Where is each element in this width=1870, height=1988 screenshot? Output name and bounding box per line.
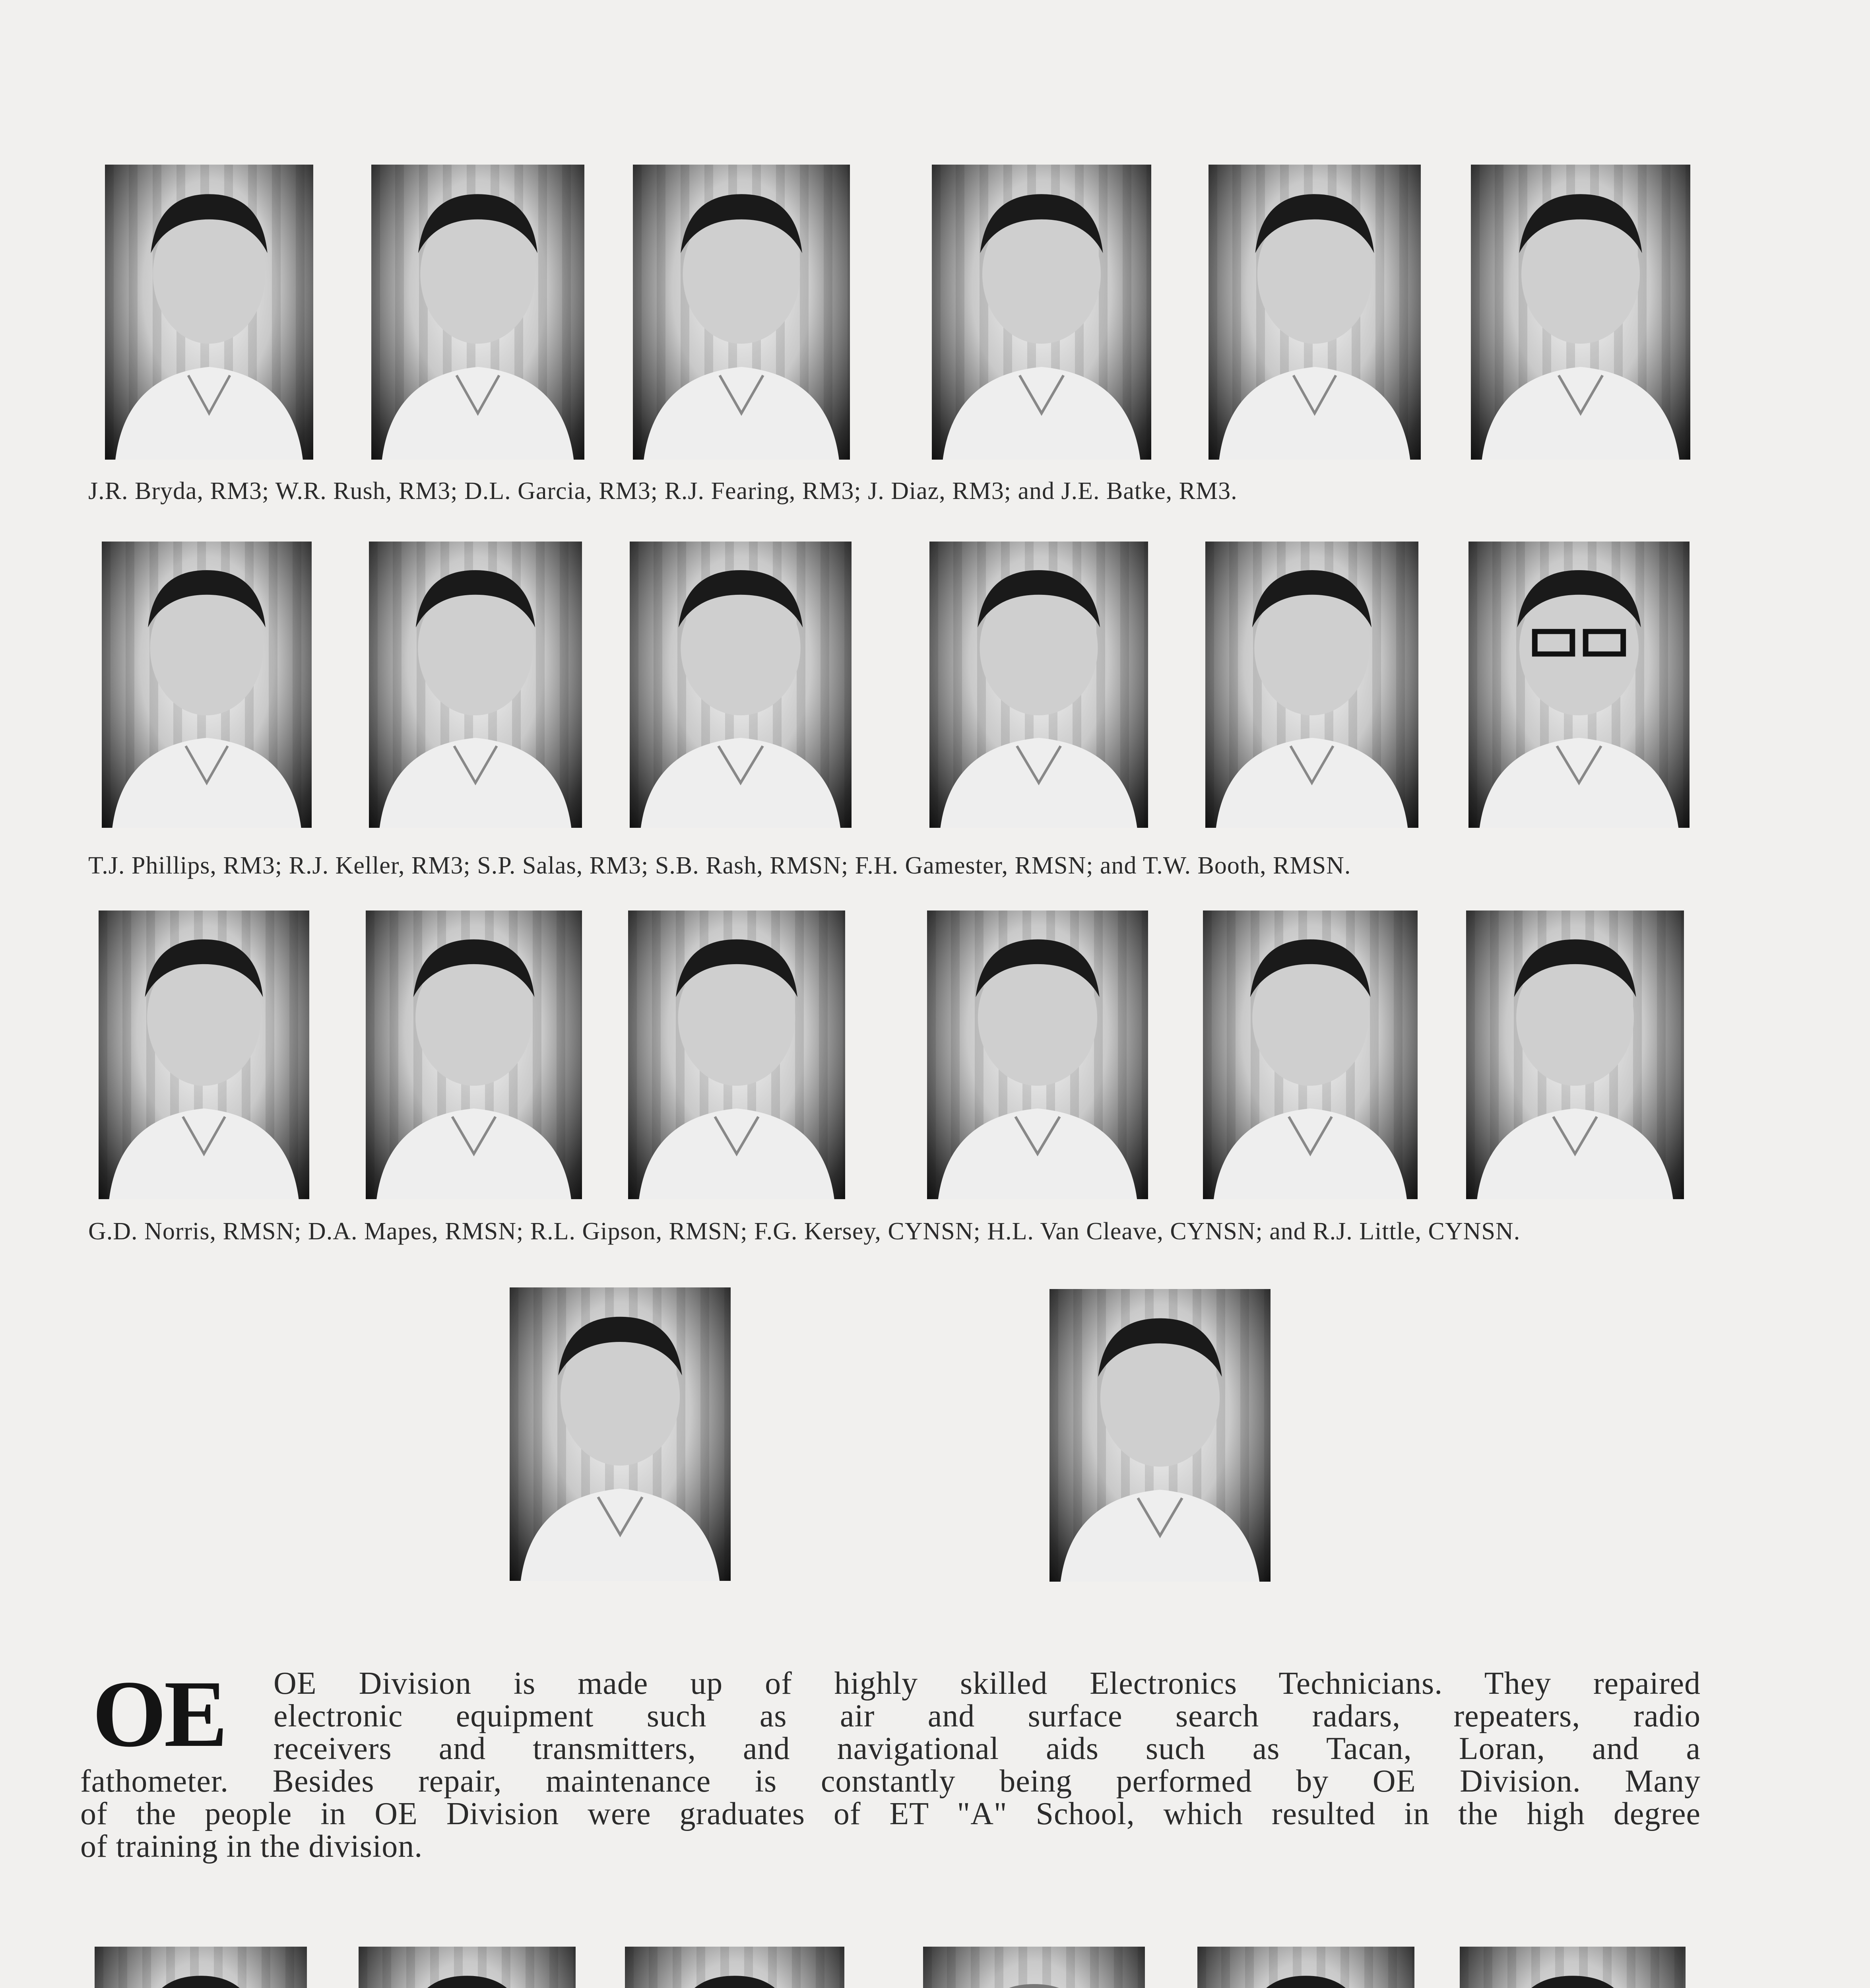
portrait-photo [923, 1947, 1145, 1988]
portrait-photo [369, 542, 582, 828]
portrait-photo [932, 165, 1151, 460]
portrait-photo [1197, 1947, 1414, 1988]
row2-caption: T.J. Phillips, RM3; R.J. Keller, RM3; S.P. Salas, RM3; S.B. Rash, RMSN; F.H. Gamester, RMSN; and T.W. Booth, RMSN. [88, 852, 1351, 879]
portrait-photo [371, 165, 584, 460]
portrait-photo [1460, 1947, 1686, 1988]
section-heading: OE [92, 1661, 225, 1767]
portrait-photo [628, 911, 845, 1199]
portrait-photo [366, 911, 582, 1199]
portrait-photo [95, 1947, 307, 1988]
portrait-photo [1466, 911, 1684, 1199]
row1-caption: J.R. Bryda, RM3; W.R. Rush, RM3; D.L. Garcia, RM3; R.J. Fearing, RM3; J. Diaz, RM3; and J.E. Batke, RM3. [88, 478, 1238, 505]
portrait-photo [630, 542, 852, 828]
portrait-photo [1468, 542, 1690, 828]
portrait-photo [1209, 165, 1421, 460]
row3-caption: G.D. Norris, RMSN; D.A. Mapes, RMSN; R.L. Gipson, RMSN; F.G. Kersey, CYNSN; H.L. Van Cleave, CYNSN; and R.J. Little, CYNSN. [88, 1218, 1521, 1245]
portrait-photo [102, 542, 312, 828]
portrait-photo [1471, 165, 1690, 460]
portrait-photo [359, 1947, 576, 1988]
intro-line: OE Division is made up of highly skilled Electronics Technicians. They repaired [274, 1666, 1701, 1701]
portrait-photo [1203, 911, 1418, 1199]
portrait-photo [625, 1947, 844, 1988]
intro-line: receivers and transmitters, and navigational aids such as Tacan, Loran, and a [274, 1731, 1701, 1766]
body-line: fathometer. Besides repair, maintenance is constantly being performed by OE Division. Many [80, 1764, 1701, 1799]
portrait-photo [633, 165, 850, 460]
portrait-photo [510, 1287, 731, 1581]
portrait-photo [1205, 542, 1418, 828]
portrait-photo [927, 911, 1148, 1199]
portrait-photo [1049, 1289, 1271, 1582]
portrait-photo [105, 165, 313, 460]
portrait-photo [99, 911, 309, 1199]
body-line: of training in the division. [80, 1829, 423, 1864]
portrait-photo [929, 542, 1148, 828]
intro-line: electronic equipment such as air and surface search radars, repeaters, radio [274, 1699, 1701, 1734]
body-line: of the people in OE Division were graduates of ET "A" School, which resulted in the high degree [80, 1796, 1701, 1831]
